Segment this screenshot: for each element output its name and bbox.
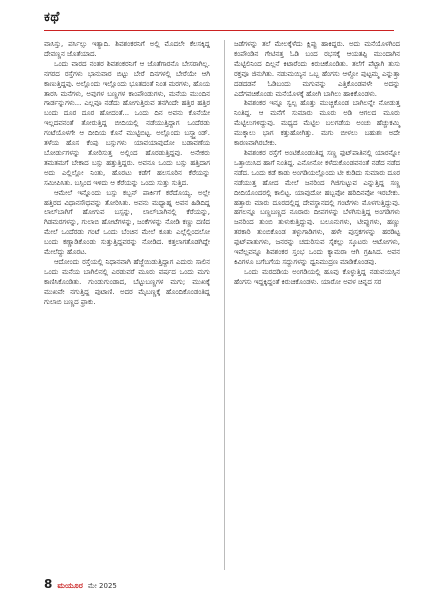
paragraph: ವಾಸಿಸ್ತು, ಪರ್ಸಿಲ್ಸು ಇತ್ಯಾದಿ. ಶಿವಶಂಕರನಿಗೆ ಅಲ್ಲಿ ಮೊದಲೇ ಕೆಲಸಕ್ಕಿದ್ದ ದೇವಣ್ಣನ ಜೊತೆಯಾದ. (44, 40, 210, 58)
page-number: 8 (44, 577, 53, 591)
magazine-name: ಮಯೂರ (57, 581, 83, 590)
issue-date: ಮೇ 2025 (87, 582, 117, 590)
paragraph: ಒಂದು ಮರದಡಿಯ ಅಂಗಡಿಯಲ್ಲಿ ಹೂವು ಕೊಳ್ಳುತ್ತಿದ್ದ ನಡುವಯಸ್ಸಿನ ಹೆಂಗಸು ಇದ್ದಕ್ಕಿದ್ದಂತೆ ಕಿರುಚಿಕೊಂಡಳು. ಯಾರೋ ಅವಳ ಚಿನ್ನದ ಸರ (234, 267, 400, 286)
column-divider (224, 40, 225, 570)
paragraph: ಶಿವಶಂಕರ ರಸ್ತೆಗೆ ಅಂಟಿಕೊಂಡಂತಿದ್ದ ಸಣ್ಣ ಫುಟ್‌ಪಾತಿನಲ್ಲಿ ಯಾರನ್ನೋ ಒತ್ತಾಯಿಸಿದ ಹಾಗೆ ನಿಂತಿದ್ದ. ಎನೋನೋ ಕಳೆದುಕೊಂಡವನಂತೆ ನಡೆದ ನಡೆದ ನಡೆದ. ಒಂದು ಕಡೆ ಕಾಡು ಅಂಗಡಿಯಲ್ಲೊಂದು ಟೀ ಕುಡಿದು ಸುಮಾರು ದೂರ ನಡೆಯುತ್ತ ಹೋದ ಮೇಲೆ ಜನರಿಂದ ಗಿಜಿಗುಟ್ಟುವ ಎನ್ನುತ್ತಿದ್ದ ಸಣ್ಣ ದೀದಿಯೊಂದರಲ್ಲಿ ಕಾಲಿಟ್ಟ. ಯಾವುದೋ ಹಬ್ಬವೋ ಹರಿದಿನವೋ ಇರಬೇಕು. ಹತ್ತಾರು ಮಾರು ದೂರದಲ್ಲಿದ್ದ ದೇವಸ್ಥಾನದಲ್ಲಿ ಗಂಟೆಗಳು ಮೊಳಗುತ್ತಿದ್ದುವು. ಹಗಲನ್ನೂ ಬಣ್ಣಬಣ್ಣದ ನೂರಾರು ದೀಪಗಳನ್ನು ಬೆಳಗಿಸುತ್ತಿದ್ದ ಅಂಗಡಿಗಳು ಜನರಿಂದ ತುಂಬಿ ತುಳುಕುತ್ತಿದ್ದುವು. ಬಲೂನುಗಳು, ಟೀಪ್ಪುಗಳು, ಹಣ್ಣು ತರಕಾರಿ ತುಂಬಿಕೊಂಡ ತಳ್ಳುಗಾಡಿಗಳು, ಹಳೇ ಪುಸ್ತಕಗಳನ್ನು ಹರಡಿಟ್ಟ ಫುಟ್‌ಪಾತುಗಳು, ಜನರನ್ನು ಚದುರಿಸುವ ಸೈಕಲ್ಲು ಸ್ಕೂಟರು ಆಟೋಗಳು, ಇವೆಲ್ಲವನ್ನೂ ಶಿವಶಂಕರ ಸ್ತಂಭ ಒಂದು ಕ್ಯಾಮರಾ ಆಗಿ ಗ್ರಹಿಸಿದ. ಅವನ ಕಿವಿಗಳೂ ಬಗೆಬಗೆಯ ಸದ್ದುಗಳನ್ನು ಧ್ವನಿಮುದ್ರಣ ಮಾಡಿಕೊಂಡವು. (234, 148, 400, 266)
page-footer (44, 577, 117, 593)
paragraph: ಒಂದು ವಾರದ ನಂತರ ಶಿವಶಂಕರನಿಗೆ ಆ ಜೊತೆಗಾರನೊ ಬೇಸರಾಗಿಲ್ಲ. ನಗರದ ರಸ್ತೆಗಳು ಭಾನುವಾರ ಬಿಟ್ಟು ಬೇರೆ ದಿನಗಳಲ್ಲಿ ಬೇರೆಯೇ ಆಗಿ ಕಾಣುತ್ತಿದ್ದವು. ಅಲ್ಲೊಂದು ಇಲ್ಲೊಂದು ಭೂತದಂತೆ ನಿಂತ ಮರಗಳು, ಹೊಯ ತಾರಸಿ ಮನೆಗಳು, ಅವುಗಳ ಬಣ್ಣಗಳ ಕಾಂಪೌಂಡುಗಳು, ಮನೆಯ ಮುಂದಿನ ಗಾರ್ಡನ್ನುಗಳು... ಎಲ್ಲವೂ ನಡೆದು ಹೋಗುತ್ತಿರುವ ತನಗಿಂದೇ ಹತ್ತಿರ ಹತ್ತಿರ ಬಂದು ದೂರ ದೂರ ಹೋದಂತೆ... ಒಂದು ದಿನ ಅವನು ಕೊನೆಯೇ ಇಲ್ಲದವನಂತೆ ತೋರುತ್ತಿದ್ದ ಬೀದಿಯಲ್ಲಿ ನಡೆಯುತ್ತಿದ್ದಾಗ ಒಂದೆರಡು ಗಂಟೆಯೊಳಗೇ ಆ ದೀದಿಯ ಕೊನೆ ಮುಟ್ಟಿಬಿಟ್ಟ. ಅಲ್ಲೊಂದು ಬಸ್ಸ್ಟ್ಯಾಂಡ್. ತಳೆಯ ಹೊಸ ಕೆಂಪು ಬಸ್ಸುಗಳು ಯಾವಯಾವುದೋ ಬಡಾವಣೆಯ ಬೋರ್ಡುಗಳನ್ನು ತೋರಿಸುತ್ತ ಅಲ್ಲಿಂದ ಹೊರಡುತ್ತಿದ್ದವು. ಅನೇಕರು ತಮತಮಗೆ ಬೇಕಾದ ಬಸ್ಸು ಹತ್ತುತ್ತಿದ್ದರು. ಅವನೂ ಒಂದು ಬಸ್ಸು ಹತ್ತಿದಾಗ ಅದು ಎಲ್ಲಿಲ್ಲೋ ನಿಂತು, ಹೊರಟು ಕಡೆಗೆ ಹಲಸೂರಿನ ಕೆರೆಯನ್ನು ಸಮೀಪಿಸಿತು. ಬಸ್ಸಿಂದ ಇಳಿದು ಆ ಕೆರೆಯನ್ನು ಒಂದು ಸುತ್ತು ಸುತ್ತಿದ. (44, 59, 210, 187)
left-column (44, 40, 210, 307)
paragraph: ಆಮೇಲೆ ಇನ್ನೊಂದು ಬಸ್ಸು ಕಬ್ಬನ್ ಪಾರ್ಕಿಗೆ ಕರೆದೊಯ್ಯ. ಅಲ್ಲೇ ಹತ್ತಿರದ ವಿಧಾನಸೌಧವನ್ನು ತೋರಿಸಿತು. ಅವನು ಮಧ್ಯಾಹ್ನ ಅವನ ಹಿಡಿದಿದ್ದ ಲಾಲ್‌ಬಾಗಿಗೆ ಹೋಗುವ ಬಸ್ಸನ್ನು, ಲಾಲ್‌ಬಾಗಿನಲ್ಲಿ ಕೆರೆಯನ್ನು, ಗಿಡಮರಗಳನ್ನು, ಗುಲಾಬಿ ಹೋಟೆಗಳನ್ನು, ಜಂಕೆಗಳನ್ನು ನೋಡಿ ಕಣ್ಣು ದಣಿದ ಮೇಲೆ ಒಂದೆರಡು ಗಂಟೆ ಒಂದು ಬೆಂಚಿನ ಮೇಲೆ ಕೂತು ಎಲ್ಲೆಲ್ಲಿಂದಲೋ ಬಂದು ಕಣ್ಣಾಡಿಕೊಂಡು ಸುತ್ತುತ್ತಿದ್ದವರನ್ನು ನೋಡಿದ. ಕತ್ತಲಾಗತೊಡಗಿದ್ದೇ ಮೇಲೆದ್ದು ಹೊರಟ. (44, 188, 210, 257)
right-column (234, 40, 400, 288)
section-title: ಕಥೆ (44, 10, 60, 25)
page-header (0, 0, 422, 38)
paragraph: ಜಡೆಗಳನ್ನು ತಲೆ ಮೇಲಕ್ಕೆಳೆದು ಕ್ಲಿಪ್ಪು ಹಾಕಿದ್ದರು. ಅದು ಮನೆಯೊಳಗಿಂದ ಕಂಪೌಂಡಿನ ಗೇಟಿನತ್ತ ಓಡಿ ಬಂದ ರಭಸಕ್ಕೆ ಆಯತಪ್ಪಿ ಮುಂದಾಗಿನ ಮೆಟ್ಟಿಲಿನಿಂದ ದಿಲ್ಲನೆ ಕಿಟಾರೆಂದು ಕಿರುಚಿಕೊಂಡಿತು. ತಲೆಗೆ ಪೆಟ್ಟಾಗಿ ತುಸು ರಕ್ತವೂ ಜಿನುಗಿತು. ನಡುಮಯ್ಯಿನ ಒಬ್ಬ ಹೆಂಗಸು ಆಳ್ದೋ ಪುಟ್ಟಮ್ಮ ಎನ್ನುತ್ತಾ ದಡದಡನೆ ಓಡಿಬಂದು ಮಗುವನ್ನು ಎತ್ತಿಕೊಂಡವಳೇ ಅದನ್ನು ಎದೆಗವಚಿಕೊಂಡು ಮನೆಯೊಳಕ್ಕೆ ಹೋಗಿ ಬಾಗಿಲು ಹಾಕಿಕೊಂಡಳು. (234, 40, 400, 98)
paragraph: ಆದೋಂದು ರಸ್ತೆಯಲ್ಲಿ ನಿಧಾನವಾಗಿ ಹೆಜ್ಜೆಯಿಡುತ್ತಿದ್ದಾಗ ಎದುರು ಸಾಲಿನ ಒಂದು ಮನೆಯ ಬಾಗಿಲಿನಲ್ಲಿ ಎರಡುವರೆ ಮೂರು ವರ್ಷದ ಒಂದು ಮಗು ಕಾಣಿಸಿಕೊಂಡಿತು. ಗುಂಡುಗುಂಡಾದ, ಬೆಟ್ಟುಬಣ್ಣಗಳ ಮಗು; ಮುಖಕ್ಕೆ ಮುಖವೇ ನಗುತ್ತಿದ್ದ ಪುಟಾಣಿ. ಅದರ ಮೈಬಣ್ಣಕ್ಕೆ ಹೊಂದಿಕೊಂಡಂತಿದ್ದ ಗುಲಾಬಿ ಬಣ್ಣದ ಫ್ರಾಕು. (44, 257, 210, 306)
header-rule (44, 30, 394, 31)
paragraph: ಶಿವಶಂಕರ ಇನ್ನೂ ಸ್ವಲ್ಪ ಹೊತ್ತು ಮುಚ್ಚಿಕೊಂಡ ಬಾಗಿಲನ್ನೇ ನೋಡುತ್ತ ನಿಂತಿದ್ದ. ಆ ಮನೆಗೆ ಸುಮಾರು ಮೂರು ಅಡಿ ಆಗಲದ ಮೂರು ಮೆಟ್ಟಿಲುಗಳಿದ್ದುವು. ಮಧ್ಯದ ಮೆಟ್ಟಿಲ ಬಲಗಡೆಯ ಅಂಚು ಹೆಚ್ಚುಕಮ್ಮಿ ಮುಕ್ಕಾಲು ಭಾಗ ಕತ್ತುಹೋಗಿತ್ತು. ಮಗು ಬೀಳಲು ಬಹುಶಃ ಅದೇ ಕಾರಣವಾಗಿರಬೇಕು. (234, 99, 400, 148)
